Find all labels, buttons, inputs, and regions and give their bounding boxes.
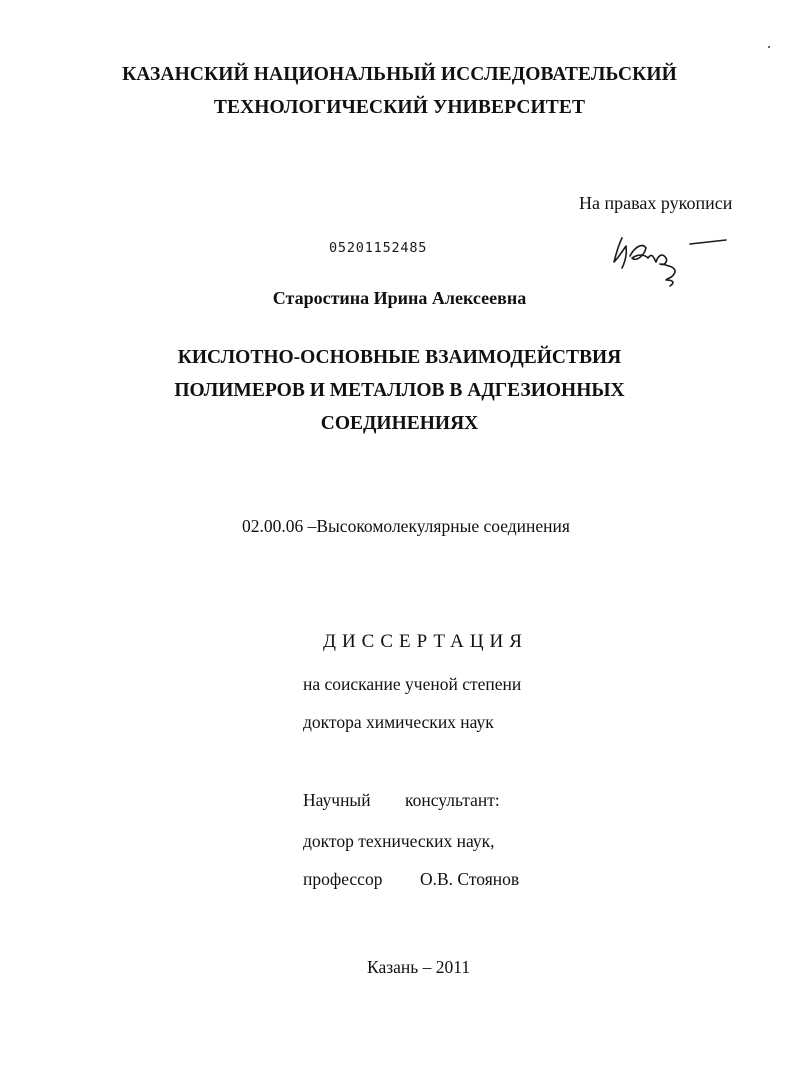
author-name: Старостина Ирина Алексеевна [272, 288, 527, 308]
signature-handwritten [608, 228, 738, 292]
city-year: Казань – 2011 [367, 957, 471, 977]
consultant-label-word2: консультант: [405, 790, 500, 810]
consultant-label-word1: Научный [303, 790, 371, 810]
manuscript-note: На правах рукописи [579, 193, 733, 213]
degree-line1: на соискание ученой степени [303, 674, 522, 694]
dissertation-heading: ДИССЕРТАЦИЯ [323, 631, 528, 652]
university-name-line1: КАЗАНСКИЙ НАЦИОНАЛЬНЫЙ ИССЛЕДОВАТЕЛЬСКИЙ [122, 64, 677, 85]
specialty-code: 02.00.06 –Высокомолекулярные соединения [242, 516, 570, 536]
title-line2: ПОЛИМЕРОВ И МЕТАЛЛОВ В АДГЕЗИОННЫХ [174, 380, 625, 401]
title-line1: КИСЛОТНО-ОСНОВНЫЕ ВЗАИМОДЕЙСТВИЯ [177, 347, 622, 368]
degree-line2: доктора химических наук [303, 712, 494, 732]
university-name-line2: ТЕХНОЛОГИЧЕСКИЙ УНИВЕРСИТЕТ [213, 97, 586, 118]
consultant-position: профессор [303, 869, 383, 889]
catalog-number: 05201152485 [329, 240, 428, 256]
consultant-name: О.В. Стоянов [420, 869, 520, 889]
consultant-degree: доктор технических наук, [303, 831, 495, 851]
title-line3: СОЕДИНЕНИЯХ [320, 413, 479, 434]
scan-speck [768, 46, 770, 48]
